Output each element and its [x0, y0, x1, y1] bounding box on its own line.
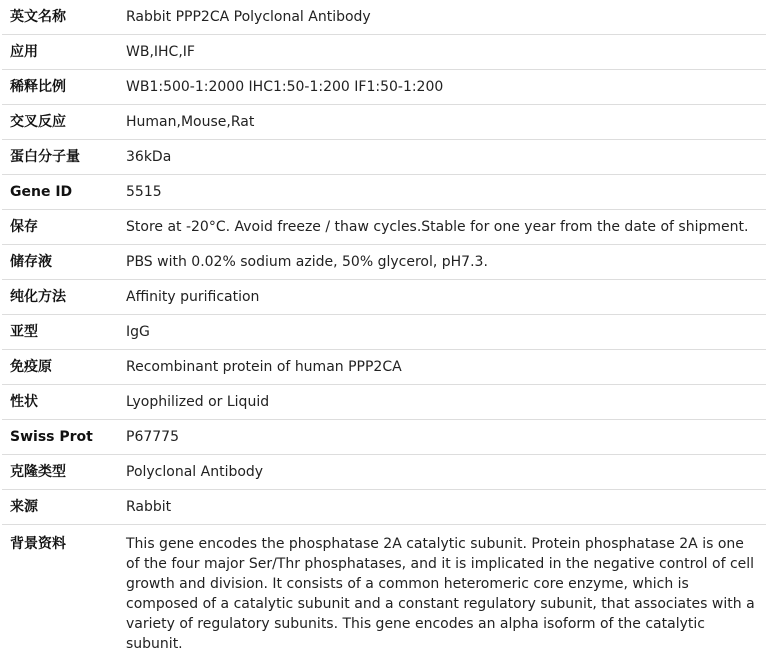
- spec-label: 蛋白分子量: [2, 140, 116, 175]
- spec-value: IgG: [116, 315, 766, 350]
- spec-row-form: [2, 385, 766, 420]
- spec-value: Rabbit PPP2CA Polyclonal Antibody: [116, 0, 766, 35]
- spec-row-english-name: [2, 0, 766, 35]
- spec-value: 36kDa: [116, 140, 766, 175]
- spec-label: 纯化方法: [2, 280, 116, 315]
- spec-row-dilution: [2, 70, 766, 105]
- spec-value: This gene encodes the phosphatase 2A catalytic subunit. Protein phosphatase 2A is one of the four major Ser/Thr phosphatases, and it is implicated in the negative control of cell growth and division. It consists of a common heteromeric core enzyme, which is composed of a catalytic subunit and a constant regulatory subunit, that associates with a variety of regulatory subunits. This gene encodes an alpha isoform of the catalytic subunit.: [116, 525, 766, 661]
- spec-label: 稀释比例: [2, 70, 116, 105]
- spec-row-gene-id: [2, 175, 766, 210]
- product-spec-table: [2, 0, 766, 661]
- spec-value: Lyophilized or Liquid: [116, 385, 766, 420]
- spec-value: P67775: [116, 420, 766, 455]
- spec-label: 克隆类型: [2, 455, 116, 490]
- spec-label: 亚型: [2, 315, 116, 350]
- spec-label: 英文名称: [2, 0, 116, 35]
- spec-row-reactivity: [2, 105, 766, 140]
- spec-value: WB1:500-1:2000 IHC1:50-1:200 IF1:50-1:200: [116, 70, 766, 105]
- spec-row-isotype: [2, 315, 766, 350]
- spec-value: Human,Mouse,Rat: [116, 105, 766, 140]
- spec-label: 来源: [2, 490, 116, 525]
- spec-label: 保存: [2, 210, 116, 245]
- spec-label: 储存液: [2, 245, 116, 280]
- spec-label: 交叉反应: [2, 105, 116, 140]
- spec-row-buffer: [2, 245, 766, 280]
- spec-label: 应用: [2, 35, 116, 70]
- spec-row-immunogen: [2, 350, 766, 385]
- spec-value: Store at -20°C. Avoid freeze / thaw cycles.Stable for one year from the date of shipment.: [116, 210, 766, 245]
- spec-row-background: [2, 525, 766, 661]
- spec-row-storage: [2, 210, 766, 245]
- spec-value: WB,IHC,IF: [116, 35, 766, 70]
- spec-value: PBS with 0.02% sodium azide, 50% glycerol, pH7.3.: [116, 245, 766, 280]
- spec-row-swiss-prot: [2, 420, 766, 455]
- spec-value: Affinity purification: [116, 280, 766, 315]
- spec-row-application: [2, 35, 766, 70]
- spec-value: Recombinant protein of human PPP2CA: [116, 350, 766, 385]
- spec-row-host: [2, 490, 766, 525]
- spec-row-clonality: [2, 455, 766, 490]
- spec-label: 背景资料: [2, 525, 116, 661]
- spec-label: 免疫原: [2, 350, 116, 385]
- spec-row-molecular-weight: [2, 140, 766, 175]
- spec-value: Rabbit: [116, 490, 766, 525]
- spec-label: Swiss Prot: [2, 420, 116, 455]
- spec-label: 性状: [2, 385, 116, 420]
- spec-row-purification: [2, 280, 766, 315]
- spec-value: Polyclonal Antibody: [116, 455, 766, 490]
- spec-label: Gene ID: [2, 175, 116, 210]
- spec-value: 5515: [116, 175, 766, 210]
